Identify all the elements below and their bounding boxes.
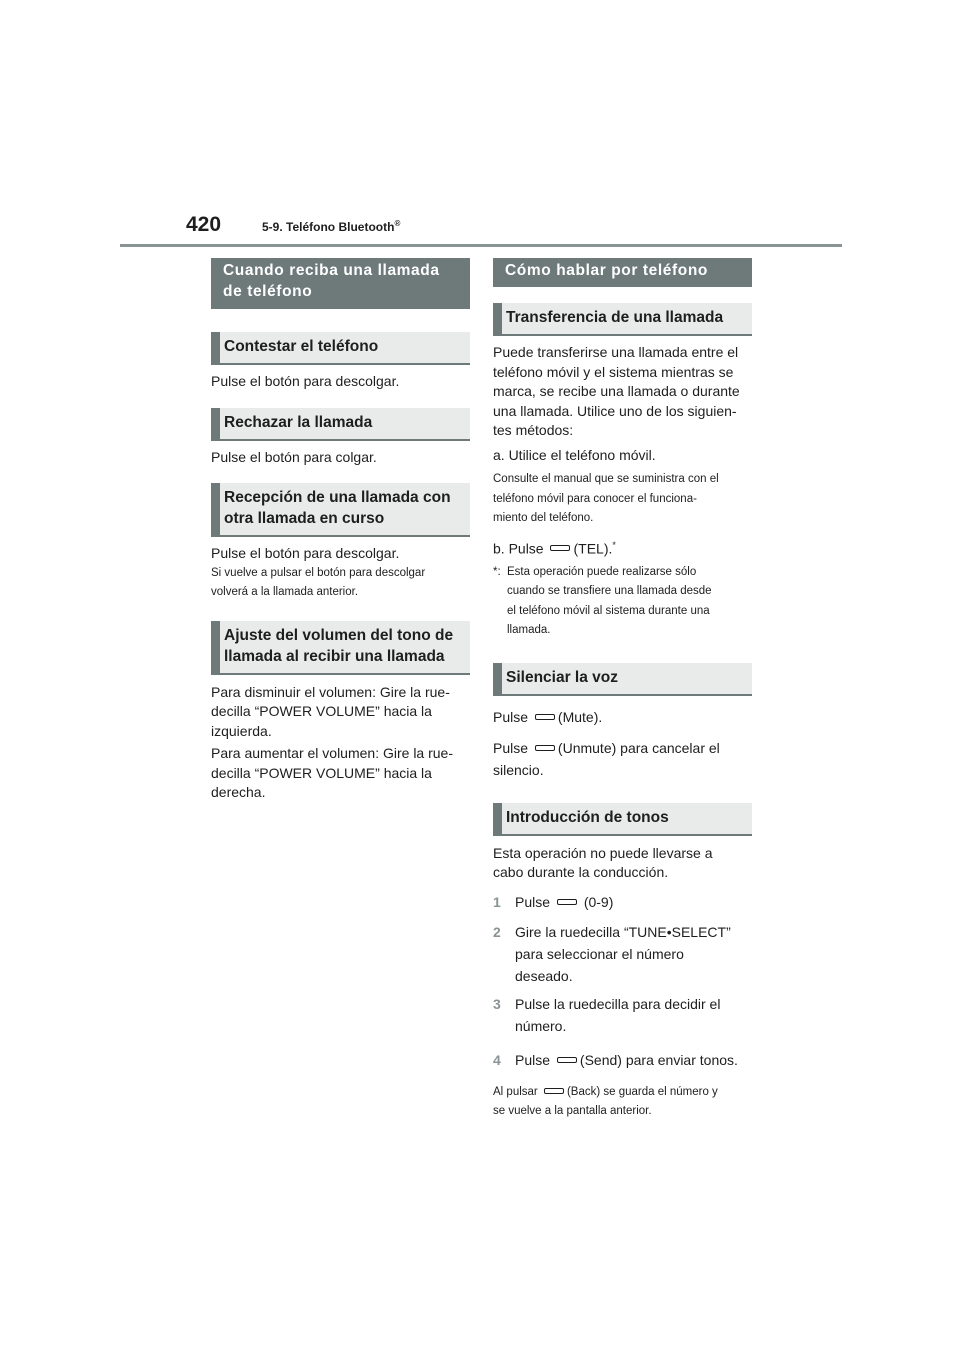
waiting-note-line: Si vuelve a pulsar el botón para descolgar [211,566,426,579]
right-column [493,258,752,1122]
method-b-pre: b. Pulse [493,540,544,557]
back-button-icon [544,1088,564,1094]
waiting-text: Pulse el botón para descolgar. [211,545,400,561]
step-line: deseado. [515,967,573,984]
back-pre: Al pulsar [493,1085,538,1098]
unmute-text-line: silencio. [493,761,544,778]
unmute-label: (Unmute) para cancelar el [557,739,720,756]
footnote-asterisk: * [612,539,616,550]
step-number: 3 [493,995,501,1012]
mute-pulse: Pulse [493,708,529,725]
step-line: número. [515,1017,567,1034]
step-1 [493,891,752,913]
footnote-line: llamada. [507,624,551,637]
method-a: a. Utilice el teléfono móvil. [493,446,656,463]
mute-label: (Mute). [557,708,603,725]
breadcrumb [262,219,400,234]
subsection-call-waiting: Recepción de una llamada con otra llamada en curso [211,483,470,537]
step-4 [493,1049,752,1071]
step-post: (0-9) [583,893,614,910]
send-button-icon [557,1057,577,1063]
footnote [493,563,752,641]
transfer-text [493,343,752,441]
method-a-note-line: teléfono móvil para conocer el funciona- [493,492,697,505]
subsection-mute-voice: Silenciar la voz [493,663,752,696]
volume-text-line: decilla “POWER VOLUME” hacia la [211,764,432,781]
unmute-pulse: Pulse [493,739,529,756]
subsection-answer-phone: Contestar el teléfono [211,332,470,365]
section-banner-receive-call: Cuando reciba una llamada de teléfono [211,258,470,309]
tel-button-icon [550,545,570,551]
keypad-button-icon [557,899,577,905]
volume-text-line: decilla “POWER VOLUME” hacia la [211,703,432,719]
step-pre: Pulse [515,893,551,910]
answer-text: Pulse el botón para descolgar. [211,373,400,389]
volume-text-line: Para disminuir el volumen: Gire la rue- [211,683,450,700]
transfer-line: marca, se recibe una llamada o durante [493,383,740,399]
footnote-mark: *: [493,565,501,578]
subsection-tone-entry: Introducción de tonos [493,803,752,836]
waiting-note-line: volverá a la llamada anterior. [211,586,359,598]
step-number: 4 [493,1051,501,1068]
step-pre: Pulse [515,1051,551,1068]
subsection-transfer-call: Transferencia de una llamada [493,303,752,336]
footnote-line: el teléfono móvil al sistema durante una [507,604,710,617]
back-note [493,1083,752,1103]
unmute-text [493,737,752,759]
step-2 [493,921,752,987]
step-line: para seleccionar el número [515,945,684,962]
mute-button-icon [535,714,555,720]
transfer-line: tes métodos: [493,422,574,438]
volume-text-line: Para aumentar el volumen: Gire la rue- [211,745,453,761]
volume-text-line: izquierda. [211,722,272,739]
step-3 [493,993,752,1037]
registered-mark: ® [394,219,401,228]
method-b-post: (TEL). [573,540,613,557]
step-number: 2 [493,923,501,940]
unmute-button-icon [535,745,555,751]
page-number: 420 [186,213,222,236]
breadcrumb-text: 5-9. Teléfono Bluetooth [262,220,395,234]
transfer-line: teléfono móvil y el sistema mientras se [493,363,734,380]
subsection-ringtone-volume: Ajuste del volumen del tono de llamada al recibir una llamada [211,621,470,675]
subsection-reject-call: Rechazar la llamada [211,408,470,441]
transfer-line: Puede transferirse una llamada entre el [493,344,739,360]
step-line: Pulse la ruedecilla para decidir el [515,995,721,1012]
step-post: (Send) para enviar tonos. [579,1051,738,1068]
volume-text-line: derecha. [211,784,266,800]
mute-text [493,706,752,728]
step-number: 1 [493,893,501,910]
back-post: (Back) se guarda el número y [566,1085,718,1098]
header-rule [120,244,842,247]
footnote-line: Esta operación puede realizarse sólo [507,565,697,578]
method-b [493,536,752,559]
step-line: Gire la ruedecilla “TUNE•SELECT” [515,923,731,940]
section-banner-talk-phone: Cómo hablar por teléfono [493,258,752,287]
left-column [211,258,470,803]
transfer-line: una llamada. Utilice uno de los siguien- [493,402,737,419]
method-a-note-line: Consulte el manual que se suministra con el [493,473,719,485]
tones-intro-line: Esta operación no puede llevarse a [493,844,713,861]
reject-text: Pulse el botón para colgar. [211,448,377,465]
footnote-line: cuando se transfiere una llamada desde [507,585,712,598]
method-a-note-line: miento del teléfono. [493,512,594,524]
tones-intro-line: cabo durante la conducción. [493,864,669,881]
back-note-line: se vuelve a la pantalla anterior. [493,1105,652,1118]
